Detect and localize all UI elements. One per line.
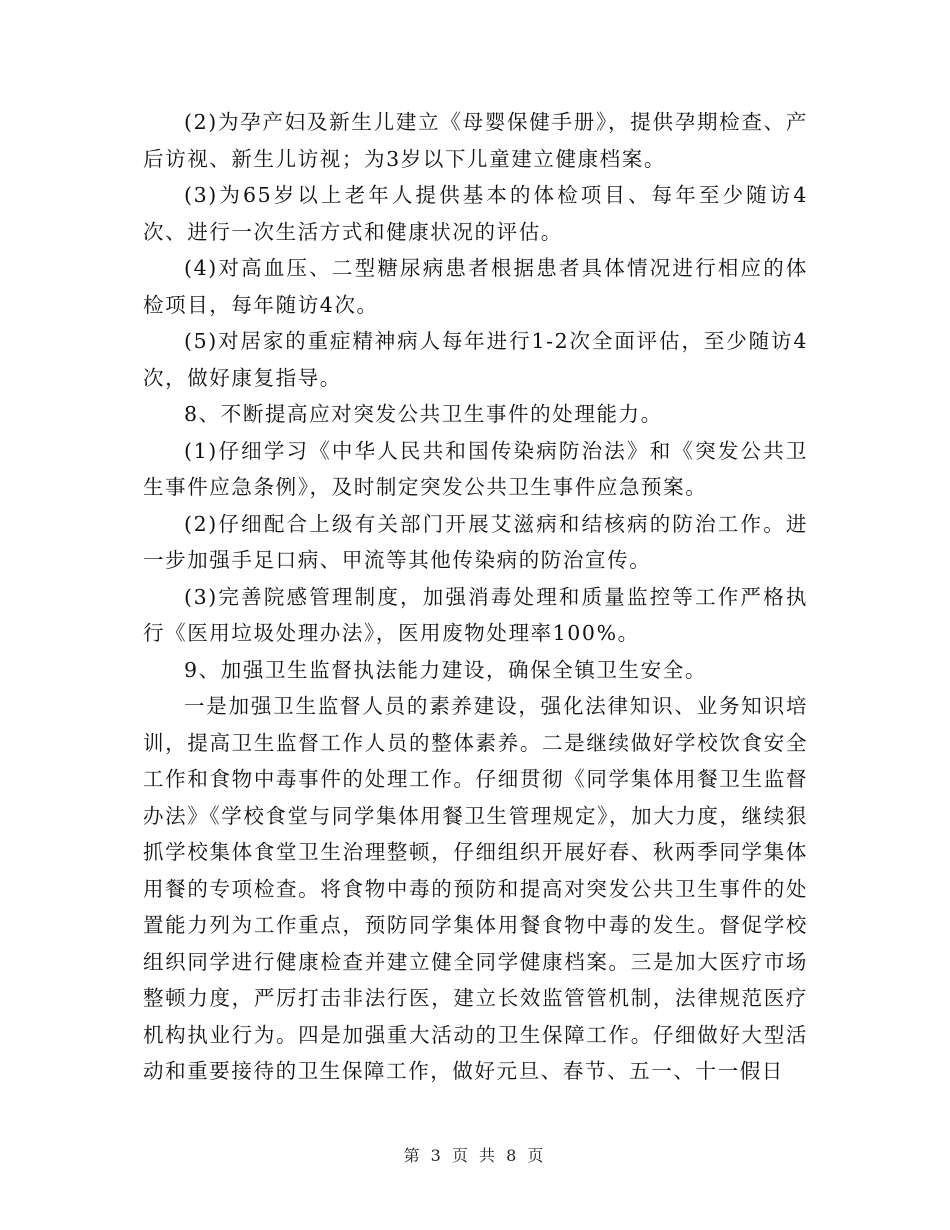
paragraph-6: (1)仔细学习《中华人民共和国传染病防治法》和《突发公共卫生事件应急条例》，及时制定突发公共卫生事件应急预案。 <box>143 438 808 499</box>
paragraph-2: (3)为65岁以上老年人提供基本的体检项目、每年至少随访4次、进行一次生活方式和健康状况的评估。 <box>143 183 808 244</box>
paragraph-4: (5)对居家的重症精神病人每年进行1-2次全面评估，至少随访4次，做好康复指导。 <box>143 329 808 390</box>
paragraph-3: (4)对高血压、二型糖尿病患者根据患者具体情况进行相应的体检项目，每年随访4次。 <box>143 256 808 317</box>
paragraph-5: 8、不断提高应对突发公共卫生事件的处理能力。 <box>184 402 663 426</box>
paragraph-8: (3)完善院感管理制度，加强消毒处理和质量监控等工作严格执行《医用垃圾处理办法》，医用废物处理率100%。 <box>143 584 808 645</box>
paragraph-10: 一是加强卫生监督人员的素养建设，强化法律知识、业务知识培训，提高卫生监督工作人员的整体素养。二是继续做好学校饮食安全工作和食物中毒事件的处理工作。仔细贯彻《同学集体用餐卫生监督办法》《学校食堂与同学集体用餐卫生管理规定》，加大力度，继续狠抓学校集体食堂卫生治理整顿，仔细组织开展好春、秋两季同学集体用餐的专项检查。将食物中毒的预防和提高对突发公共卫生事件的处置能力列为工作重点，预防同学集体用餐食物中毒的发生。督促学校组织同学进行健康检查并建立健全同学健康档案。三是加大医疗市场整顿力度，严厉打击非法行医，建立长效监管管机制，法律规范医疗机构执业行为。四是加强重大活动的卫生保障工作。仔细做好大型活动和重要接待的卫生保障工作，做好元旦、春节、五一、十一假日 <box>143 694 808 1083</box>
paragraph-9: 9、加强卫生监督执法能力建设，确保全镇卫生安全。 <box>184 657 707 682</box>
paragraph-1: (2)为孕产妇及新生儿建立《母婴保健手册》，提供孕期检查、产后访视、新生儿访视；为3岁以下儿童建立健康档案。 <box>143 110 808 171</box>
paragraph-7: (2)仔细配合上级有关部门开展艾滋病和结核病的防治工作。进一步加强手足口病、甲流等其他传染病的防治宣传。 <box>143 511 808 572</box>
body-text <box>143 104 808 1090</box>
page-number-footer: 第 3 页 共 8 页 <box>403 1146 547 1165</box>
